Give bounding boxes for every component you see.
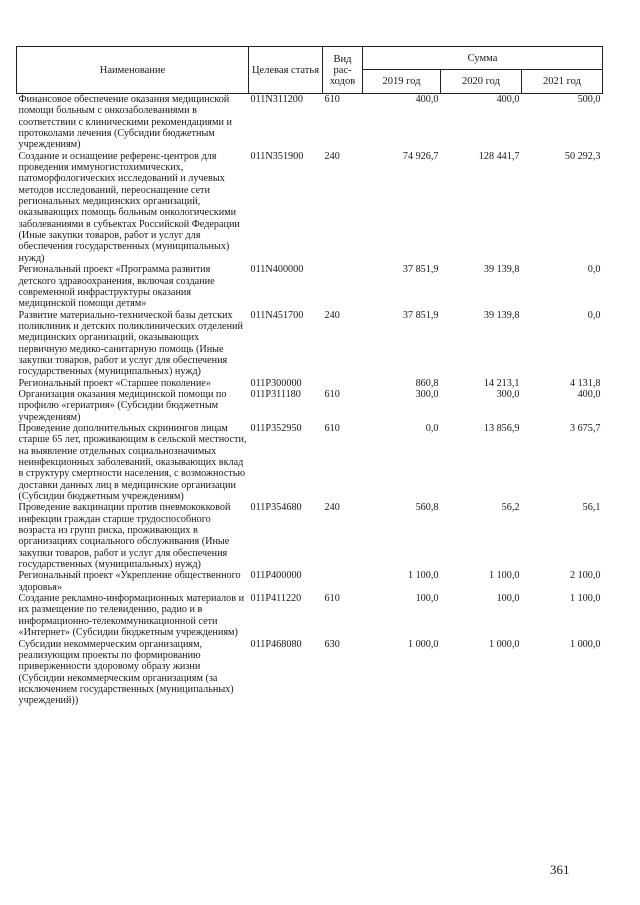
table-row: [17, 570, 603, 593]
row-name: Региональный проект «Старшее поколение»: [18, 377, 211, 389]
row-sum-2020: 1 000,0: [488, 638, 520, 650]
header-sum: Сумма: [363, 47, 603, 70]
row-target-article: 011P352950: [250, 422, 302, 434]
row-target-article: 011N311200: [250, 94, 303, 105]
table-row: [17, 94, 603, 151]
row-expense-type: 610: [324, 422, 340, 434]
row-sum-2021: 50 292,3: [564, 150, 601, 162]
row-sum-2020: 39 139,8: [483, 309, 520, 321]
row-sum-2020: 128 441,7: [478, 150, 520, 162]
row-sum-2019: 300,0: [415, 388, 439, 400]
table-row: [17, 502, 603, 570]
row-target-article: 011N351900: [250, 150, 304, 162]
row-name: Организация оказания медицинской помощи по профилю «гериатрия» (Субсидии бюджетным учреждениям): [18, 388, 227, 423]
row-sum-2019: 400,0: [415, 94, 439, 105]
row-sum-2021: 1 100,0: [569, 593, 601, 605]
row-sum-2020: 39 139,8: [483, 264, 520, 276]
row-target-article: 011P311180: [250, 388, 301, 400]
row-sum-2019: 1 100,0: [407, 570, 439, 582]
row-sum-2021: 500,0: [577, 94, 601, 105]
row-sum-2021: 56,1: [582, 502, 601, 514]
header-expense-type: Вид рас-ходов: [323, 47, 363, 94]
row-sum-2019: 37 851,9: [402, 309, 439, 321]
header-2020: 2020 год: [441, 70, 522, 94]
row-expense-type: 240: [324, 309, 340, 321]
table-body: [17, 94, 603, 707]
row-name: Развитие материально-технической базы детских поликлиник и детских поликлинических отделений медицинских организаций, оказывающих первичную медико-санитарную помощь (Иные закупки товаров, работ и услуг для обеспечения государственных (муниципальных) нужд): [18, 309, 243, 378]
header-target-article: Целевая статья: [249, 47, 323, 94]
row-target-article: 011P354680: [250, 502, 302, 514]
table-row: [17, 389, 603, 423]
table-row: [17, 264, 603, 309]
row-sum-2021: 1 000,0: [569, 638, 601, 650]
row-sum-2020: 56,2: [501, 502, 520, 514]
row-sum-2021: 3 675,7: [569, 422, 601, 434]
table-row: [17, 639, 603, 707]
table-row: [17, 310, 603, 378]
row-expense-type: 630: [324, 638, 340, 650]
row-name: Субсидии некоммерческим организациям, реализующим проекты по формированию приверженности здоровому образу жизни (Субсидии некоммерческим организациям (за исключением государственных (муниципальных) учреждений)): [18, 638, 234, 707]
row-sum-2020: 100,0: [496, 593, 520, 605]
row-expense-type: [323, 570, 363, 593]
table-row: [17, 378, 603, 389]
table-row: [17, 151, 603, 264]
row-sum-2020: 300,0: [496, 388, 520, 400]
budget-table: [16, 46, 603, 707]
row-name: Региональный проект «Укрепление общественного здоровья»: [18, 570, 241, 593]
row-target-article: 011P300000: [250, 377, 302, 389]
row-target-article: 011N451700: [250, 309, 304, 321]
row-sum-2021: 0,0: [587, 264, 601, 276]
row-sum-2019: 0,0: [425, 422, 439, 434]
row-target-article: 011N400000: [250, 264, 304, 276]
row-expense-type: 240: [324, 502, 340, 514]
row-name: Проведение дополнительных скринингов лицам старше 65 лет, проживающим в сельской местности, на выявление отдельных социальнозначимых неинфекционных заболеваний, оказывающих вклад в структуру смертности населения, с возможностью доставки данных лиц в медицинские организации (Субсидии бюджетным учреждениям): [18, 422, 247, 503]
row-sum-2019: 37 851,9: [402, 264, 439, 276]
row-sum-2019: 74 926,7: [402, 150, 439, 162]
row-sum-2019: 100,0: [415, 593, 439, 605]
row-sum-2020: 13 856,9: [483, 422, 520, 434]
row-sum-2019: 1 000,0: [407, 638, 439, 650]
row-sum-2021: 400,0: [577, 388, 601, 400]
row-sum-2019: 860,8: [415, 377, 439, 389]
row-target-article: 011P468080: [250, 638, 302, 650]
row-name: Региональный проект «Программа развития детского здравоохранения, включая создание современной инфраструктуры оказания медицинской помощи детям»: [18, 264, 215, 310]
row-expense-type: [323, 378, 363, 389]
row-expense-type: 610: [324, 94, 340, 105]
row-sum-2020: 14 213,1: [483, 377, 520, 389]
row-sum-2021: 4 131,8: [569, 377, 601, 389]
row-name: Финансовое обеспечение оказания медицинской помощи больным с онкозаболеваниями в соответствии с клиническими рекомендациями и протоколами лечения (Субсидии бюджетным учреждениям): [18, 94, 232, 151]
row-name: Создание и оснащение референс-центров для проведения иммуногистохимических, патоморфологических исследований и лучевых методов исследований, переоснащение сети региональных медицинских организаций, оказывающих помощь больным онкологическими заболеваниями в субъектах Российской Федерации (Иные закупки товаров, работ и услуг для обеспечения государственных (муниципальных) нужд): [18, 150, 240, 264]
header-2019: 2019 год: [363, 70, 441, 94]
row-sum-2021: 0,0: [587, 309, 601, 321]
row-expense-type: 610: [324, 388, 340, 400]
page-number: 361: [550, 862, 570, 877]
table-row: [17, 423, 603, 502]
row-name: Проведение вакцинации против пневмококковой инфекции граждан старше трудоспособного возраста из групп риска, проживающих в организациях социального обслуживания (Иные закупки товаров, работ и услуг для обеспечения государственных (муниципальных) нужд): [18, 502, 231, 571]
row-expense-type: 610: [324, 593, 340, 605]
header-name: Наименование: [17, 47, 249, 94]
table-row: [17, 593, 603, 638]
row-sum-2019: 560,8: [415, 502, 439, 514]
header-2021: 2021 год: [522, 70, 603, 94]
row-target-article: 011P400000: [250, 570, 302, 582]
row-expense-type: 240: [324, 150, 340, 162]
row-sum-2021: 2 100,0: [569, 570, 601, 582]
row-name: Создание рекламно-информационных материалов и их размещение по телевидению, радио и в информационно-телекоммуникационной сети «Интернет» (Субсидии бюджетным учреждениям): [18, 593, 245, 639]
table-header-row: [17, 47, 603, 70]
row-sum-2020: 400,0: [496, 94, 520, 105]
row-target-article: 011P411220: [250, 593, 302, 605]
row-expense-type: [323, 264, 363, 309]
row-sum-2020: 1 100,0: [488, 570, 520, 582]
